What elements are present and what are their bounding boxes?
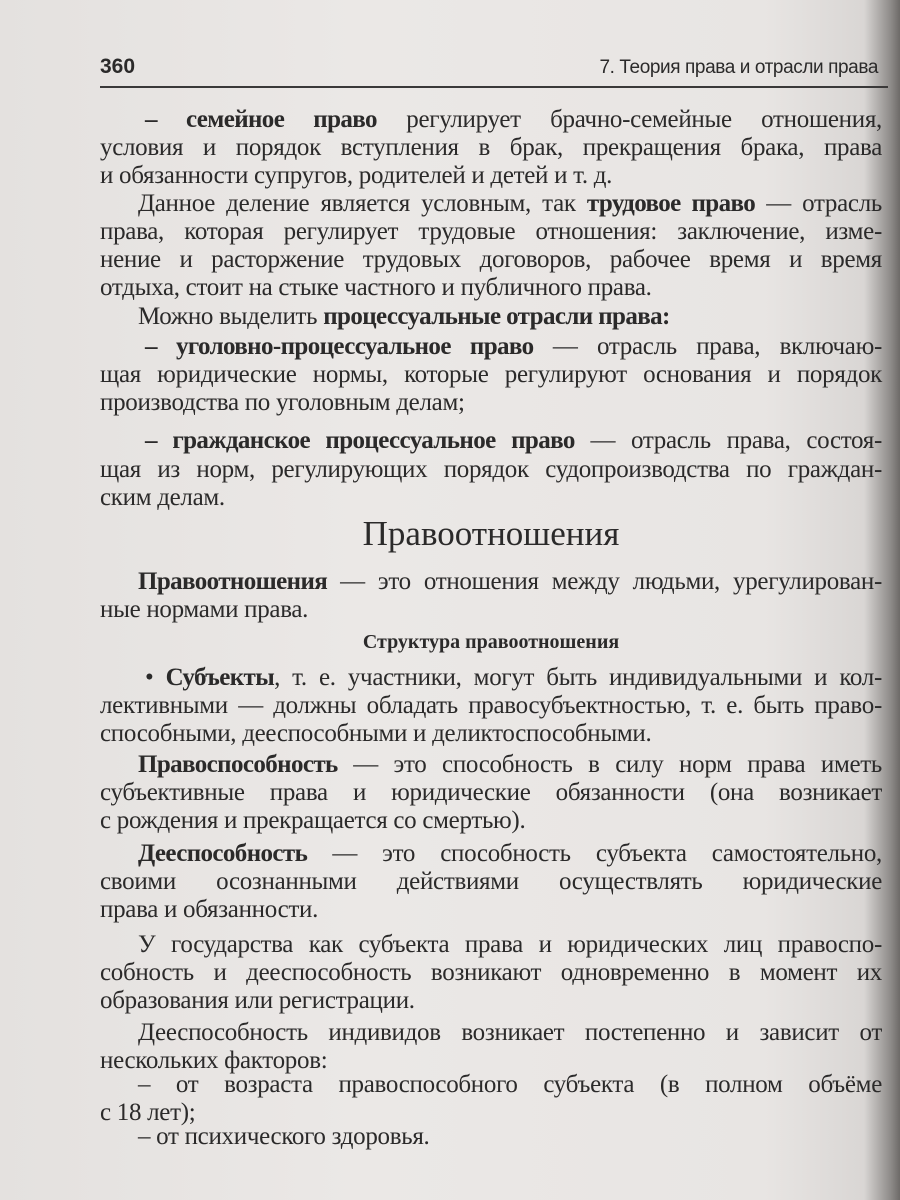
text-line <box>100 691 882 721</box>
text-line <box>100 332 882 362</box>
text-run: щая из норм, регулирующих порядок судопроизводства по граждан- <box>100 456 882 483</box>
text-line <box>100 360 882 390</box>
text-line <box>100 986 882 1016</box>
text-run: щая юридические нормы, которые регулируют основания и порядок <box>100 361 882 388</box>
running-title: 7. Теория права и отрасли права <box>599 57 878 78</box>
text-run: ные нормами права. <box>100 596 309 623</box>
text-run: Дееспособность индивидов возникает постепенно и зависит от <box>138 1019 882 1046</box>
text-run: своими осознанными действиями осуществлять юридические <box>100 868 882 895</box>
text-line <box>100 806 882 836</box>
text-line <box>100 719 882 749</box>
text-line <box>100 778 882 808</box>
text-line <box>100 245 882 275</box>
bold-term: процессуальные отрасли права: <box>323 303 670 330</box>
text-line <box>100 455 882 485</box>
text-run: права, которая регулирует трудовые отношения: заключение, изме- <box>100 218 882 245</box>
text-run: , т. е. участники, могут быть индивидуальными и кол- <box>274 664 882 691</box>
text-run: права и обязанности. <box>100 896 319 923</box>
text-line <box>100 302 882 332</box>
header-rule <box>100 86 888 88</box>
text-run: регулирует брачно-семейные отношения, <box>376 106 882 133</box>
bold-term: – гражданское процессуальное право <box>145 427 575 454</box>
text-line <box>100 105 882 135</box>
bold-term: Правоспособность <box>138 751 338 778</box>
bold-term: Дееспособность <box>138 840 308 867</box>
text-line <box>100 663 882 693</box>
text-run: собность и дееспособность возникают одновременно в момент их <box>100 959 882 986</box>
text-line <box>100 273 882 303</box>
bold-term: Правоотношения <box>138 568 328 595</box>
text-line <box>100 839 882 869</box>
text-line <box>100 595 882 625</box>
text-line <box>100 895 882 925</box>
text-line <box>100 930 882 960</box>
text-run: образования или регистрации. <box>100 987 415 1014</box>
text-run: производства по уголовным делам; <box>100 389 465 416</box>
bold-term: – семейное право <box>145 106 377 133</box>
text-run: • <box>145 664 166 691</box>
page-number: 360 <box>100 55 136 78</box>
text-run: ским делам. <box>100 484 225 511</box>
text-run: нение и расторжение трудовых договоров, рабочее время и время <box>100 246 882 273</box>
text-line <box>100 750 882 780</box>
text-run: У государства как субъекта права и юридических лиц правоспо- <box>138 931 882 958</box>
text-line <box>100 567 882 597</box>
text-line <box>100 217 882 247</box>
text-run: Можно выделить <box>138 303 324 330</box>
text-run: и обязанности супругов, родителей и детей и т. д. <box>100 162 613 189</box>
text-run: — отрасль права, состоя- <box>574 427 882 454</box>
text-line <box>100 1018 882 1048</box>
text-run: с 18 лет); <box>100 1099 196 1126</box>
bold-term: Субъекты <box>165 664 275 691</box>
text-line <box>100 161 882 191</box>
text-line <box>100 1070 882 1100</box>
text-run: отдыха, стоит на стыке частного и публичного права. <box>100 274 652 301</box>
text-run: условия и порядок вступления в брак, прекращения брака, права <box>100 134 882 161</box>
text-run: — отрасль права, включаю- <box>533 333 882 360</box>
section-heading: Правоотношения <box>362 514 620 553</box>
text-run: — это отношения между людьми, урегулирован- <box>327 568 882 595</box>
text-run: способными, дееспособными и деликтоспособными. <box>100 720 652 747</box>
subheading: Структура правоотношения <box>362 631 620 653</box>
text-run: с рождения и прекращается со смертью). <box>100 807 526 834</box>
text-line <box>100 189 882 219</box>
text-line <box>100 133 882 163</box>
text-line <box>100 388 882 418</box>
text-line <box>100 1122 882 1152</box>
text-run: Данное деление является условным, так <box>138 190 587 217</box>
text-line <box>100 867 882 897</box>
text-line <box>100 958 882 988</box>
text-run: субъективные права и юридические обязанности (она возникает <box>100 779 882 806</box>
text-run: — это способность в силу норм права иметь <box>337 751 882 778</box>
text-run: – от психического здоровья. <box>138 1123 430 1150</box>
text-line <box>100 426 882 456</box>
text-run: нескольких факторов: <box>100 1047 328 1074</box>
bold-term: трудовое право <box>586 190 756 217</box>
text-line <box>100 483 882 513</box>
bold-term: – уголовно-процессуальное право <box>145 333 534 360</box>
text-run: – от возраста правоспособного субъекта (в полном объёме <box>138 1071 882 1098</box>
text-run: — отрасль <box>755 190 882 217</box>
text-run: — это способность субъекта самостоятельно, <box>307 840 882 867</box>
text-run: лективными — должны обладать правосубъектностью, т. е. быть право- <box>100 692 882 719</box>
